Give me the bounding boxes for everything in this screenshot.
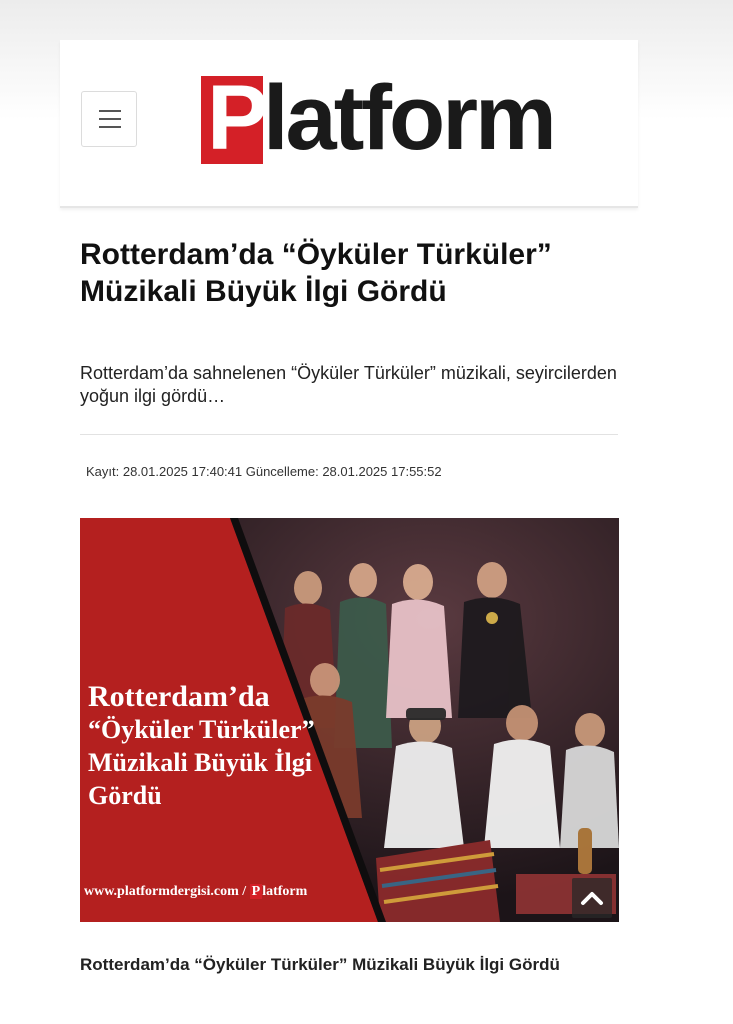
image-headline — [88, 680, 358, 812]
hamburger-menu-icon — [99, 110, 121, 112]
image-headline-line: “Öyküler Türküler” — [88, 715, 315, 744]
image-headline-line: Rotterdam’da — [88, 680, 270, 713]
image-url-text: www.platformdergisi.com / — [84, 884, 247, 899]
article-image — [80, 518, 619, 922]
image-caption: Rotterdam’da “Öyküler Türküler” Müzikali Büyük İlgi Gördü — [80, 955, 560, 974]
menu-button[interactable] — [81, 91, 137, 147]
image-watermark — [84, 884, 307, 900]
divider — [80, 434, 618, 435]
logo-wordmark: latform — [263, 67, 554, 169]
article-title: Rotterdam’da “Öyküler Türküler” Müzikali Büyük İlgi Gördü — [80, 238, 552, 308]
logo-letter: P — [207, 67, 269, 169]
scroll-to-top-button[interactable] — [572, 878, 612, 918]
article-summary: Rotterdam’da sahnelenen “Öyküler Türküler” müzikali, seyircilerden yoğun ilgi gördü… — [80, 363, 617, 406]
site-logo[interactable] — [201, 67, 561, 169]
image-headline-line: Gördü — [88, 781, 162, 810]
image-brand-letter: P — [251, 884, 261, 899]
article-dates: Kayıt: 28.01.2025 17:40:41 Güncelleme: 28.01.2025 17:55:52 — [86, 464, 442, 479]
image-headline-line: Müzikali Büyük İlgi — [88, 748, 312, 777]
hamburger-menu-icon — [99, 118, 121, 120]
hamburger-menu-icon — [99, 126, 121, 128]
image-brand-rest: latform — [262, 884, 308, 899]
chevron-up-icon — [580, 887, 604, 909]
